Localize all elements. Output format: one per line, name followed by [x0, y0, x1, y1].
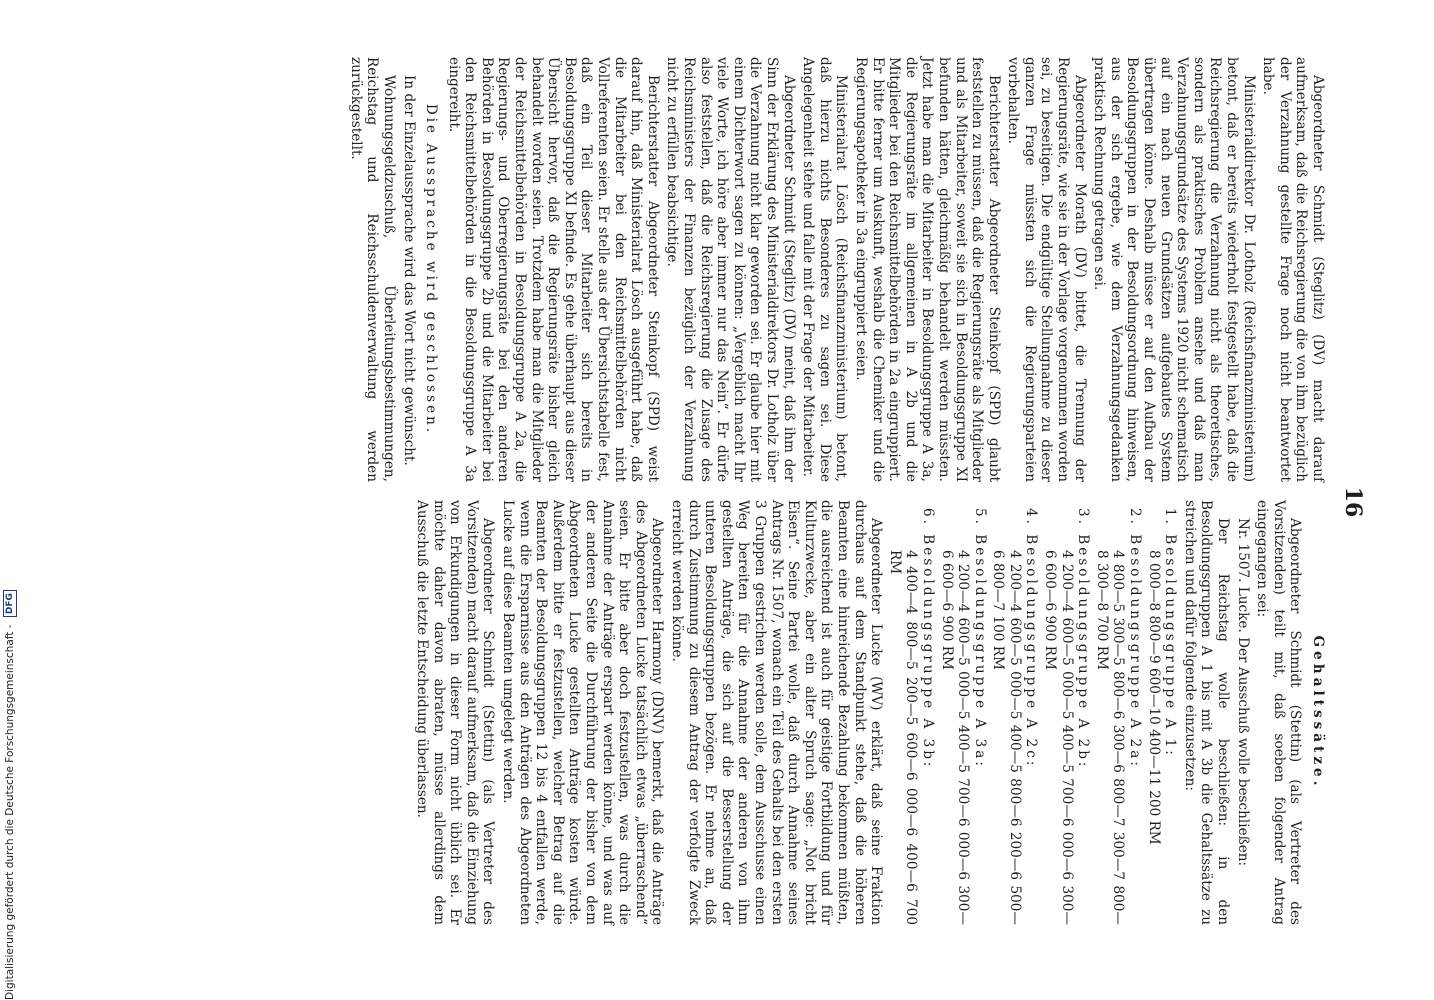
left-column — [344, 57, 1326, 482]
paragraph: Abgeordneter Lucke (WV) erklärt, daß seine Fraktion durchaus auf dem Standpunkt stehe, daß die höheren Beamten eine hinreichende Bezahlung bekommen müßten, die ausreichend ist auch für geistige Fortbildung und für Kulturzwecke, aber ein alter Spruch sage: „Not bricht Eisen“. Seine Partei wolle, daß durch Annahme seines Antrags Nr. 1507, wonach ein Teil des Gehalts bei den ersten 3 Gruppen gestrichen werden solle, dem Ausschusse einen Weg bereiten für die Annahme der anderen von ihm gestellten Anträge, die sich auf die Besserstellung der unteren Besoldungsgruppen bezögen. Er nehme an, daß durch Zustimmung zu diesem Antrag der verfolgte Zweck erreicht werden könne. — [669, 500, 885, 925]
page-number: 16 — [1340, 486, 1366, 518]
paragraph: Abgeordneter Harmony (DNV) bemerkt, daß die Anträge des Abgeordneten Lucke tatsächlich etwas „überraschend“ seien. Er bitte aber doch festzustellen, was durch die Annahme der Anträge erspart werden könne, und was auf der anderen Seite die Durchführung der bisher von dem Abgeordneten Lucke gestellten Anträge kosten würde. Außerdem bitte er festzustellen, welcher Betrag auf die Beamten der Besoldungsgruppen 12 bis 4 entfallen werde, wenn die Ersparnisse aus den Anträgen des Abgeordneten Lucke auf diese Beamten umgelegt werden. — [500, 500, 666, 925]
group-title: 5. Besoldungsgruppe A 3a: — [971, 508, 988, 769]
paragraph: Ministerialdirektor Dr. Lotholz (Reichsfinanzministerium) betont, daß er bereits wiederholt festgestellt habe, daß die Reichsregierung die Verzahnung nicht als theoretisches, sondern als praktisches Problem ansehe und daß man Verzahnungsgrundsätze des Systems 1920 nicht schematisch auf ein nach neuen Grundsätzen aufgebautes System übertragen könne. Deshalb müsse er auf den Aufbau der Besoldungsgruppen in der Besoldungsordnung hinweisen, aus der sich ergebe, wie dem Verzahnungsgedanken praktisch Rechnung getragen sei. — [1091, 57, 1257, 482]
group-values: 4 200—4 600—5 000—5 400—5 700—6 000—6 300—6 600—6 900 RM — [938, 550, 972, 925]
group-values: 4 400—4 800—5 200—5 600—6 000—6 400—6 700 RM — [886, 550, 920, 925]
group-values: 4 800—5 300—5 800—6 300—6 800—7 300—7 800—8 300—8 700 RM — [1093, 550, 1127, 925]
paragraph: Abgeordneter Schmidt (Steglitz) (DV) meint, daß ihm der Sinn der Erklärung des Ministerialdirektors Dr. Lotholz über die Verzahnung nicht klar geworden sei. Er glaube hier mit einem Dichterwort sagen zu können: „Vergeblich macht Ihr viele Worte, ich höre aber immer nur das Nein“. Er dürfe also feststellen, daß die Reichsregierung die Zusage des Reichsministers der Finanzen bezüglich der Verzahnung nicht zu erfüllen beabsichtige. — [664, 57, 797, 482]
credit-text: Digitalisierung gefördert durch die Deutsche Forschungsgemeinschaft - — [4, 624, 16, 1000]
motion-intro: Nr. 1507. Lucke. Der Ausschuß wolle beschließen: — [1234, 518, 1251, 867]
group-title: 2. Besoldungsgruppe A 2a: — [1127, 508, 1144, 769]
paragraph: Berichterstatter Abgeordneter Steinkopf (SPD) glaubt feststellen zu müssen, daß die Regierungsräte als Mitglieder und als Mitarbeiter, soweit sie sich in Besoldungsgruppe XI befunden hätten, gleichmäßig behandelt werden müssten. Jetzt habe man die Mitarbeiter in Besoldungsgruppe A 3a, die Regierungsräte im allgemeinen in A 2b und die Mitglieder bei den Reichsmittelbehörden in 2a eingruppiert. Er bitte ferner um Auskunft, weshalb die Chemiker und die Regierungsapotheker in 3a eingruppiert seien. — [852, 57, 1002, 482]
digitization-credit — [0, 593, 20, 1000]
paragraph: Abgeordneter Schmidt (Steglitz) (DV) macht darauf aufmerksam, daß die Reichsregierung die von ihm bezüglich der Verzahnung gestellte Frage noch nicht beantwortet habe. — [1260, 57, 1326, 482]
group-values: 4 200—4 600—5 000—5 400—5 700—6 000—6 300—6 600—6 900 RM — [1042, 550, 1075, 925]
dfg-logo-icon: DFG — [3, 590, 17, 617]
paragraph: Berichterstatter Abgeordneter Steinkopf (SPD) weist darauf hin, daß Ministerialrat Lösch ausgeführt habe, daß die Mitarbeiter bei den Reichsmittelbehörden nicht Vollreferenten seien. Er stelle aus der Übersichtstabelle fest, daß ein Teil dieser Mitarbeiter sich bereits in Besoldungsgruppe XI befinde. Es gehe überhaupt aus dieser Übersicht hervor, daß die Regierungsräte bisher gleich behandelt worden seien. Trotzdem habe man die Mitglieder der Reichsmittelbehörden in Besoldungsgruppe A 2a, die Regierungs- und Oberregierungsräte bei den anderen Behörden in Besoldungsgruppe 2b und die Mitarbeiter bei den Reichsmittelbehörden in die Besoldungsgruppe A 3a eingereiht. — [445, 57, 661, 482]
paragraph: Abgeordneter Morath (DV) bittet, die Trennung der Regierungsräte, wie sie in der Vorlage vorgenommen worden sei, zu beseitigen. Die endgültige Stellungnahme zu dieser ganzen Frage müssten sich die Regierungsparteien vorbehalten. — [1005, 57, 1088, 482]
section-heading: Gehaltssätze. — [1310, 635, 1326, 790]
paragraph: Ministerialrat Lösch (Reichsfinanzministerium) betont, daß hierzu nichts Besonderes zu sagen sei. Diese Angelegenheit stehe und falle mit der Frage der Mitarbeiter. — [800, 57, 850, 482]
group-title: 3. Besoldungsgruppe A 2b: — [1075, 508, 1092, 770]
closing-statement: Die Aussprache wird geschlossen. — [423, 103, 440, 436]
group-title: 6. Besoldungsgruppe A 3b: — [919, 508, 936, 770]
group-values: 8 000—8 800—9 600—10 400—11 200 RM — [1145, 550, 1162, 845]
group-title: 1. Besoldungsgruppe A 1: — [1162, 508, 1179, 758]
closing-statement: In der Einzelaussprache wird das Wort nicht gewünscht. — [400, 75, 417, 466]
paragraph: Abgeordneter Schmidt (Stettin) (als Vertreter des Vorsitzenden) macht darauf aufmerksam, daß die Einziehung von Erkundigungen in dieser Form nicht üblich sei. Er möchte daher davon abraten, müsse allerdings dem Ausschuß die letzte Entscheidung überlassen. — [414, 500, 497, 925]
group-values: 4 200—4 600—5 000—5 400—5 800—6 200—6 500—6 800—7 100 RM — [990, 550, 1023, 925]
motion-text: Der Reichstag wolle beschließen: in den Besoldungsgruppen A 1 bis mit A 3b die Gehaltssätze zu streichen und dafür folgende einzusetzen: — [1181, 500, 1232, 925]
group-title: 4. Besoldungsgruppe A 2c: — [1023, 508, 1040, 769]
right-column — [411, 500, 1326, 925]
paragraph: Abgeordneter Schmidt (Stettin) (als Vertreter des Vorsitzenden) teilt mit, daß soeben folgender Antrag eingegangen sei: — [1254, 500, 1304, 925]
closing-statement: Wohnungsgeldzuschuß, Überleitungsbestimmungen, Reichstag und Reichsschuldenverwaltung werden zurückgestellt. — [347, 57, 397, 482]
